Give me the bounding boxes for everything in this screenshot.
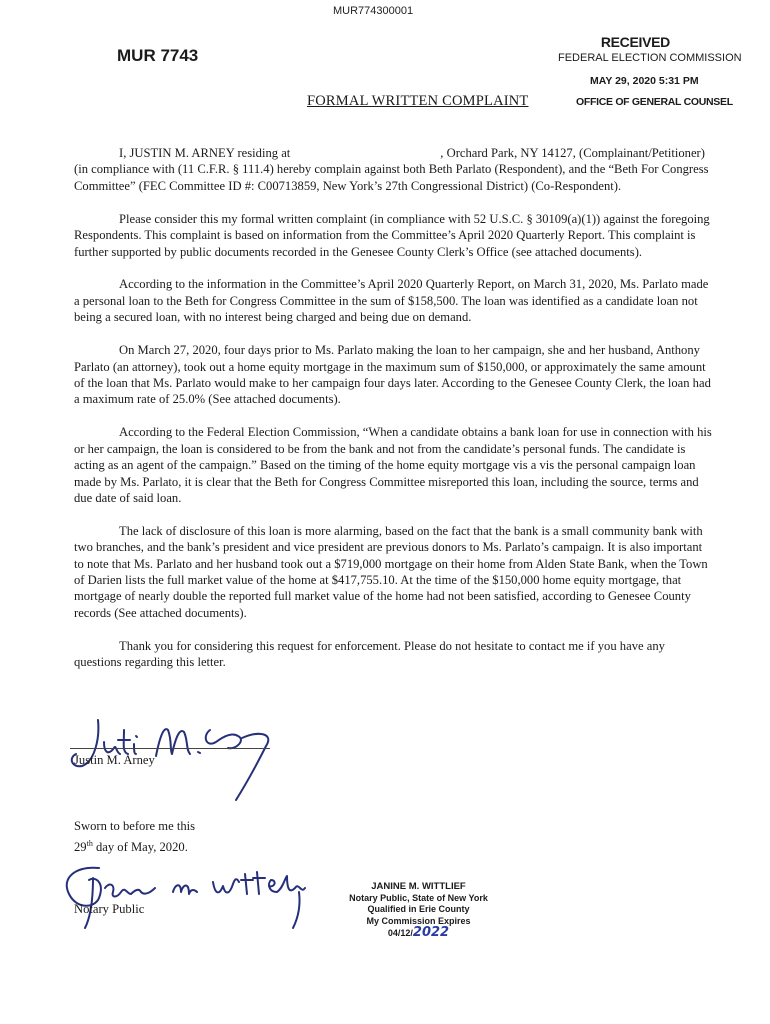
paragraph-6: The lack of disclosure of this loan is more alarming, based on the fact that the bank is a small community bank with two branches, and the bank’s president and vice president are previous donors to Ms. Parlato’s campaign. It is also important to note that Ms. Parlato and her husband took out a $719,000 mortgage on their home from Alden State Bank, when the Town of Darien lists the full market value of the home at $417,755.10. At the time of the $150,000 home equity mortgage, that mortgage of nearly double the reported full market value of the home had not been satisfied, according to Genesee County records (See attached documents). bbox=[74, 523, 708, 620]
sworn-statement bbox=[74, 818, 195, 856]
paragraph-1-rest: , Orchard Park, NY 14127, (Complainant/Petitioner) (in compliance with (11 C.F.R. § 111.4) hereby complain against both Beth Parlato (Respondent), and the “Beth For Congress Committee” (FEC Committee ID #: C00713859, New York’s 27th Congressional District) (Co-Respondent). bbox=[74, 146, 709, 193]
notary-county: Qualified in Erie County bbox=[367, 904, 470, 914]
paragraph-2: Please consider this my formal written complaint (in compliance with 52 U.S.C. § 30109(a)(1)) against the foregoing Respondents. This complaint is based on information from the Committee’s April 2020 Quarterly Report. This complaint is further supported by public documents recorded in the Genesee County Clerk’s Office (see attached documents). bbox=[74, 211, 710, 259]
paragraph-7: Thank you for considering this request for enforcement. Please do not hesitate to contact me if you have any questions regarding this letter. bbox=[74, 638, 665, 670]
paragraph-1 bbox=[74, 145, 714, 194]
received-date: MAY 29, 2020 5:31 PM bbox=[590, 75, 699, 87]
sworn-day: 29 bbox=[74, 840, 87, 855]
notary-stamp bbox=[336, 881, 501, 940]
signature-line bbox=[70, 748, 270, 749]
notary-label: Notary Public bbox=[74, 902, 145, 916]
document-number: MUR774300001 bbox=[333, 5, 414, 17]
notary-signature bbox=[55, 858, 315, 938]
notary-expiry-year: 2022 bbox=[412, 925, 450, 940]
paragraph-1-start: I, JUSTIN M. ARNEY residing at bbox=[119, 146, 291, 160]
mur-number: MUR 7743 bbox=[117, 46, 199, 65]
notary-state: Notary Public, State of New York bbox=[349, 892, 488, 903]
paragraph-4: On March 27, 2020, four days prior to Ms. Parlato making the loan to her campaign, she and her husband, Anthony Parlato (an attorney), took out a home equity mortgage in the maximum sum of $150,000, or approximately the same amount of the loan that Ms. Parlato would make to her campaign four days later. According to the Genesee County Clerk, the loan had a maximum rate of 25.0% (See attached documents). bbox=[74, 343, 711, 407]
sworn-line-1: Sworn to before me this bbox=[74, 819, 196, 833]
notary-expiry-text: My Commission Expires 04/12/ bbox=[366, 915, 471, 938]
complainant-name: Justin M. Arney bbox=[74, 753, 155, 767]
notary-name: JANINE M. WITTLIEF bbox=[371, 881, 466, 892]
complaint-body bbox=[74, 145, 714, 687]
paragraph-3: According to the information in the Committee’s April 2020 Quarterly Report, on March 31, 2020, Ms. Parlato made a personal loan to the Beth for Congress Committee in the sum of $158,500. The loan was identified as a candidate loan not being a secured loan, with no interest being charged and being due on demand. bbox=[74, 277, 709, 325]
sworn-date-rest: day of May, 2020. bbox=[92, 840, 188, 855]
sworn-line-2 bbox=[74, 835, 195, 856]
notary-expiry bbox=[336, 916, 501, 940]
agency-name: FEDERAL ELECTION COMMISSION bbox=[558, 52, 742, 64]
page-title: FORMAL WRITTEN COMPLAINT bbox=[307, 93, 529, 109]
sworn-day-suffix: th bbox=[86, 839, 93, 848]
office-name: OFFICE OF GENERAL COUNSEL bbox=[576, 96, 733, 108]
paragraph-5: According to the Federal Election Commission, “When a candidate obtains a bank loan for use in connection with his or her campaign, the loan is considered to be from the bank and not from the candidate’s personal funds. The candidate is acting as an agent of the campaign.” Based on the timing of the home equity mortgage vis a vis the personal campaign loan made by Ms. Parlato, it is clear that the Beth for Congress Committee misreported this loan, including the source, terms and due date of said loan. bbox=[74, 425, 712, 505]
received-stamp: RECEIVED bbox=[600, 34, 670, 50]
